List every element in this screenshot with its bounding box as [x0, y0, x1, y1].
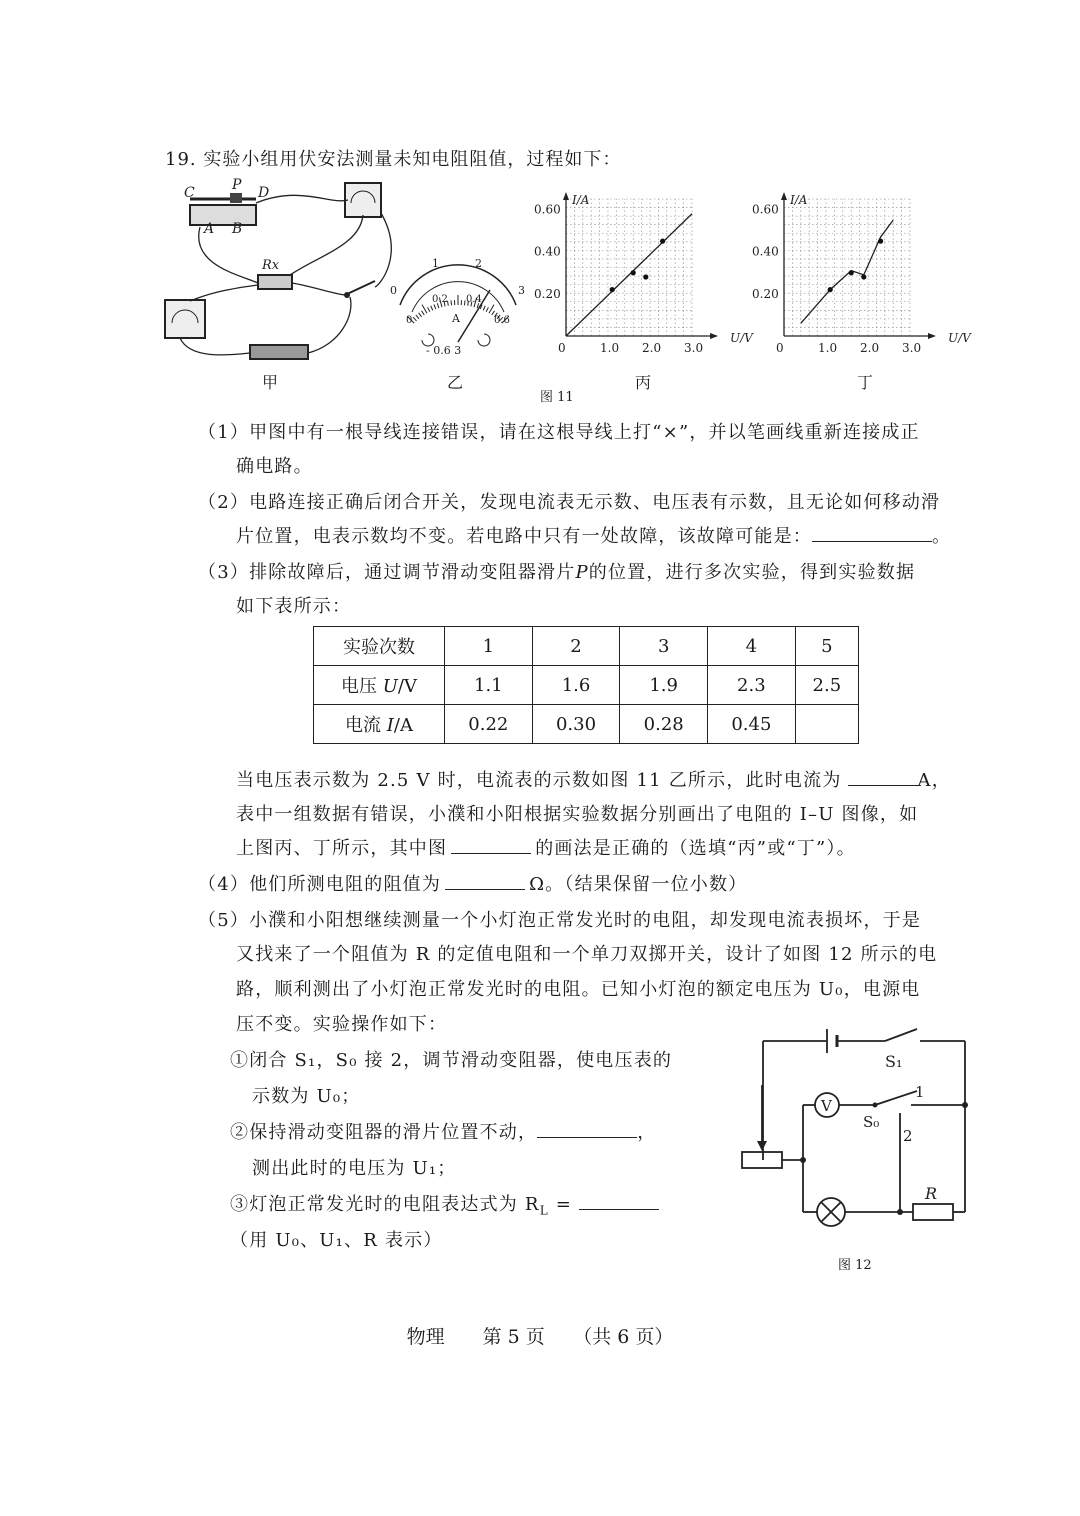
step3a: ③灯泡正常发光时的电阻表达式为 R	[230, 1194, 540, 1215]
switch	[345, 281, 375, 295]
resistance-answer-blank[interactable]	[445, 873, 525, 890]
question-intro: 实验小组用伏安法测量未知电阻阻值，过程如下：	[203, 149, 622, 170]
step3b: =	[548, 1194, 579, 1215]
step1a: ①闭合 S₁，S₀ 接 2，调节滑动变阻器，使电压表的	[230, 1050, 673, 1071]
dial-bottom-2: 0.4	[466, 294, 482, 305]
part3-var-p: P	[575, 562, 589, 583]
table-cell: 0.30	[532, 705, 620, 744]
ammeter-device	[165, 300, 205, 338]
circuit-sketch-jia	[150, 175, 400, 370]
table-cell: 1.9	[620, 666, 708, 705]
bing-data-point	[631, 270, 636, 275]
bing-ylabel: I/A	[572, 193, 590, 207]
table-cell: 2.3	[708, 666, 796, 705]
bing-y-tick: 0.40	[534, 244, 561, 259]
label-rx: Rx	[262, 258, 280, 273]
part4-line	[198, 870, 747, 896]
ding-data-point	[861, 274, 866, 279]
ding-x-tick: 1.0	[818, 341, 838, 355]
table-row-header	[314, 627, 859, 666]
ding-y-tick: 0.40	[752, 244, 779, 259]
switch-s0	[875, 1091, 917, 1105]
data-table	[313, 626, 859, 744]
bing-xlabel: U/V	[730, 331, 753, 345]
table-cell: 0.28	[620, 705, 708, 744]
step3-line	[230, 1190, 659, 1218]
part5-number: （5）	[198, 910, 250, 931]
current-answer-blank[interactable]	[848, 769, 918, 786]
dial-top-1: 1	[432, 257, 439, 270]
s1-label: S₁	[885, 1052, 903, 1071]
table-cell: 0.22	[445, 705, 533, 744]
bing-x-tick: 2.0	[642, 341, 662, 355]
part2-answer-blank[interactable]	[812, 525, 932, 542]
label-yi: 乙	[446, 373, 463, 392]
part5-text-a: 小濮和小阳想继续测量一个小灯泡正常发光时的电阻，却发现电流表损坏，于是	[249, 910, 922, 931]
circuit-figure12	[735, 1015, 985, 1255]
step2a-line	[230, 1118, 656, 1144]
table-cell: 2	[532, 627, 620, 666]
part2-line2	[236, 522, 951, 548]
resistor-r	[913, 1204, 953, 1220]
part5-line2: 又找来了一个阻值为 R 的定值电阻和一个单刀双掷开关，设计了如图 12 所示的电	[236, 944, 938, 965]
dial-bottom-1: 0.2	[432, 294, 448, 305]
dial-top-3: 3	[518, 284, 525, 297]
table-cell: 1.6	[532, 666, 620, 705]
part2-number: （2）	[198, 492, 250, 513]
part3-text-a: 排除故障后，通过调节滑动变阻器滑片	[249, 562, 576, 583]
part3-after3-b: 的画法是正确的（选填“丙”或“丁”）。	[535, 838, 856, 859]
label-ding: 丁	[856, 373, 873, 392]
part3-after1	[236, 766, 951, 792]
bing-fit-line	[566, 214, 692, 336]
part4-text-a: 他们所测电阻的阻值为	[249, 874, 442, 895]
rheostat-slider	[230, 193, 242, 203]
part3-after2: 表中一组数据有错误，小濮和小阳根据实验数据分别画出了电阻的 I–U 图像，如	[236, 804, 919, 825]
step2b: ，	[637, 1122, 657, 1143]
part2-text-b: 片位置，电表示数均不变。若电路中只有一处故障，该故障可能是：	[236, 526, 812, 547]
s0-label: S₀	[863, 1113, 880, 1131]
part4-text-b: Ω。（结果保留一位小数）	[529, 874, 748, 895]
table-row-voltage	[314, 666, 859, 705]
table-cell-voltage-label: 电压 U/V	[314, 666, 445, 705]
part5-line1	[198, 906, 921, 932]
ding-ylabel: I/A	[790, 193, 808, 207]
part2-line1	[198, 488, 940, 514]
switch-s1	[885, 1029, 917, 1041]
bing-data-point	[660, 239, 665, 244]
step4: （用 U₀、U₁、R 表示）	[230, 1230, 443, 1251]
label-bing: 丙	[634, 373, 651, 392]
dial-bottom-3: 0.6	[494, 315, 510, 326]
ding-data-point	[878, 239, 883, 244]
ding-polyline	[801, 220, 893, 323]
ding-data-point	[828, 287, 833, 292]
pos2-label: 2	[903, 1127, 913, 1145]
figure11-caption: 图 11	[540, 390, 574, 405]
table-cell: 1	[445, 627, 533, 666]
table-cell: 5	[795, 627, 858, 666]
part3-text-c: 的位置，进行多次实验，得到实验数据	[588, 562, 916, 583]
chart-ding	[750, 188, 980, 358]
part2-end: 。	[932, 526, 952, 547]
dial-top-2: 2	[475, 257, 482, 270]
label-b: B	[232, 221, 243, 237]
table-cell	[795, 705, 858, 744]
chart-bing	[532, 188, 762, 358]
ding-xlabel: U/V	[948, 331, 971, 345]
part3-after3-a: 上图丙、丁所示，其中图	[236, 838, 448, 859]
bing-y-tick: 0.20	[534, 286, 561, 301]
ding-y-tick: 0.20	[752, 286, 779, 301]
rheostat	[190, 205, 256, 225]
part3-after-b: A，	[917, 770, 951, 791]
dial-unit: A	[452, 312, 460, 325]
part1-line1	[198, 418, 920, 444]
part3-number: （3）	[198, 562, 250, 583]
part3-after3	[236, 834, 856, 860]
figure12-caption: 图 12	[838, 1258, 872, 1273]
part3-line2: 如下表所示：	[236, 596, 352, 617]
step1b: 示数为 U₀；	[252, 1086, 361, 1107]
table-cell: 4	[708, 627, 796, 666]
label-d: D	[258, 185, 270, 201]
step2-answer-blank[interactable]	[537, 1121, 637, 1138]
table-cell: 3	[620, 627, 708, 666]
part1-text-a: 甲图中有一根导线连接错误，请在这根导线上打“×”，并以笔画线重新连接成正	[249, 422, 920, 443]
step2c: 测出此时的电压为 U₁；	[252, 1158, 457, 1179]
ammeter-terminals: - 0.6 3	[426, 344, 462, 357]
bing-data-point	[610, 287, 615, 292]
table-row-current	[314, 705, 859, 744]
label-jia: 甲	[261, 373, 278, 392]
step3-sub: L	[539, 1203, 549, 1218]
step3-answer-blank[interactable]	[579, 1193, 659, 1210]
rheostat-box	[742, 1152, 782, 1168]
label-a: A	[204, 221, 215, 237]
question-header	[165, 145, 621, 171]
bing-x-tick: 3.0	[684, 341, 704, 355]
table-cell: 1.1	[445, 666, 533, 705]
step2a: ②保持滑动变阻器的滑片位置不动，	[230, 1122, 538, 1143]
r-label: R	[925, 1184, 938, 1203]
dial-top-0: 0	[390, 284, 397, 297]
bing-x-tick: 0	[558, 341, 566, 355]
graph-choice-blank[interactable]	[451, 837, 531, 854]
part3-after-a: 当电压表示数为 2.5 V 时，电流表的示数如图 11 乙所示，此时电流为	[236, 770, 842, 791]
resistor-rx	[258, 275, 292, 289]
part5-line3: 路，顺利测出了小灯泡正常发光时的电阻。已知小灯泡的额定电压为 U₀，电源电	[236, 979, 921, 1000]
part2-text-a: 电路连接正确后闭合开关，发现电流表无示数、电压表有示数，且无论如何移动滑	[249, 492, 941, 513]
part3-line1	[198, 558, 915, 584]
bing-y-tick: 0.60	[534, 202, 561, 217]
bing-x-tick: 1.0	[600, 341, 620, 355]
ding-x-tick: 2.0	[860, 341, 880, 355]
dial-bottom-0: 0	[406, 315, 413, 326]
ding-x-tick: 3.0	[902, 341, 922, 355]
voltmeter-label: V	[821, 1097, 832, 1115]
ammeter-dial-yi	[382, 250, 532, 360]
ding-data-point	[849, 270, 854, 275]
table-cell: 2.5	[795, 666, 858, 705]
part1-line2: 确电路。	[236, 456, 313, 477]
table-cell: 0.45	[708, 705, 796, 744]
voltmeter-device	[345, 183, 381, 217]
question-number: 19.	[165, 149, 197, 170]
table-cell: 实验次数	[314, 627, 445, 666]
ding-y-tick: 0.60	[752, 202, 779, 217]
label-c: C	[184, 185, 195, 201]
table-cell-current-label: 电流 I/A	[314, 705, 445, 744]
battery	[250, 345, 308, 359]
part4-number: （4）	[198, 874, 250, 895]
ding-x-tick: 0	[776, 341, 784, 355]
part1-number: （1）	[198, 422, 250, 443]
part5-line4: 压不变。实验操作如下：	[236, 1014, 448, 1035]
bing-data-point	[643, 274, 648, 279]
label-p: P	[232, 177, 242, 193]
pos1-label: 1	[915, 1083, 925, 1101]
page-footer: 物理 第 5 页 （共 6 页）	[406, 1326, 674, 1348]
